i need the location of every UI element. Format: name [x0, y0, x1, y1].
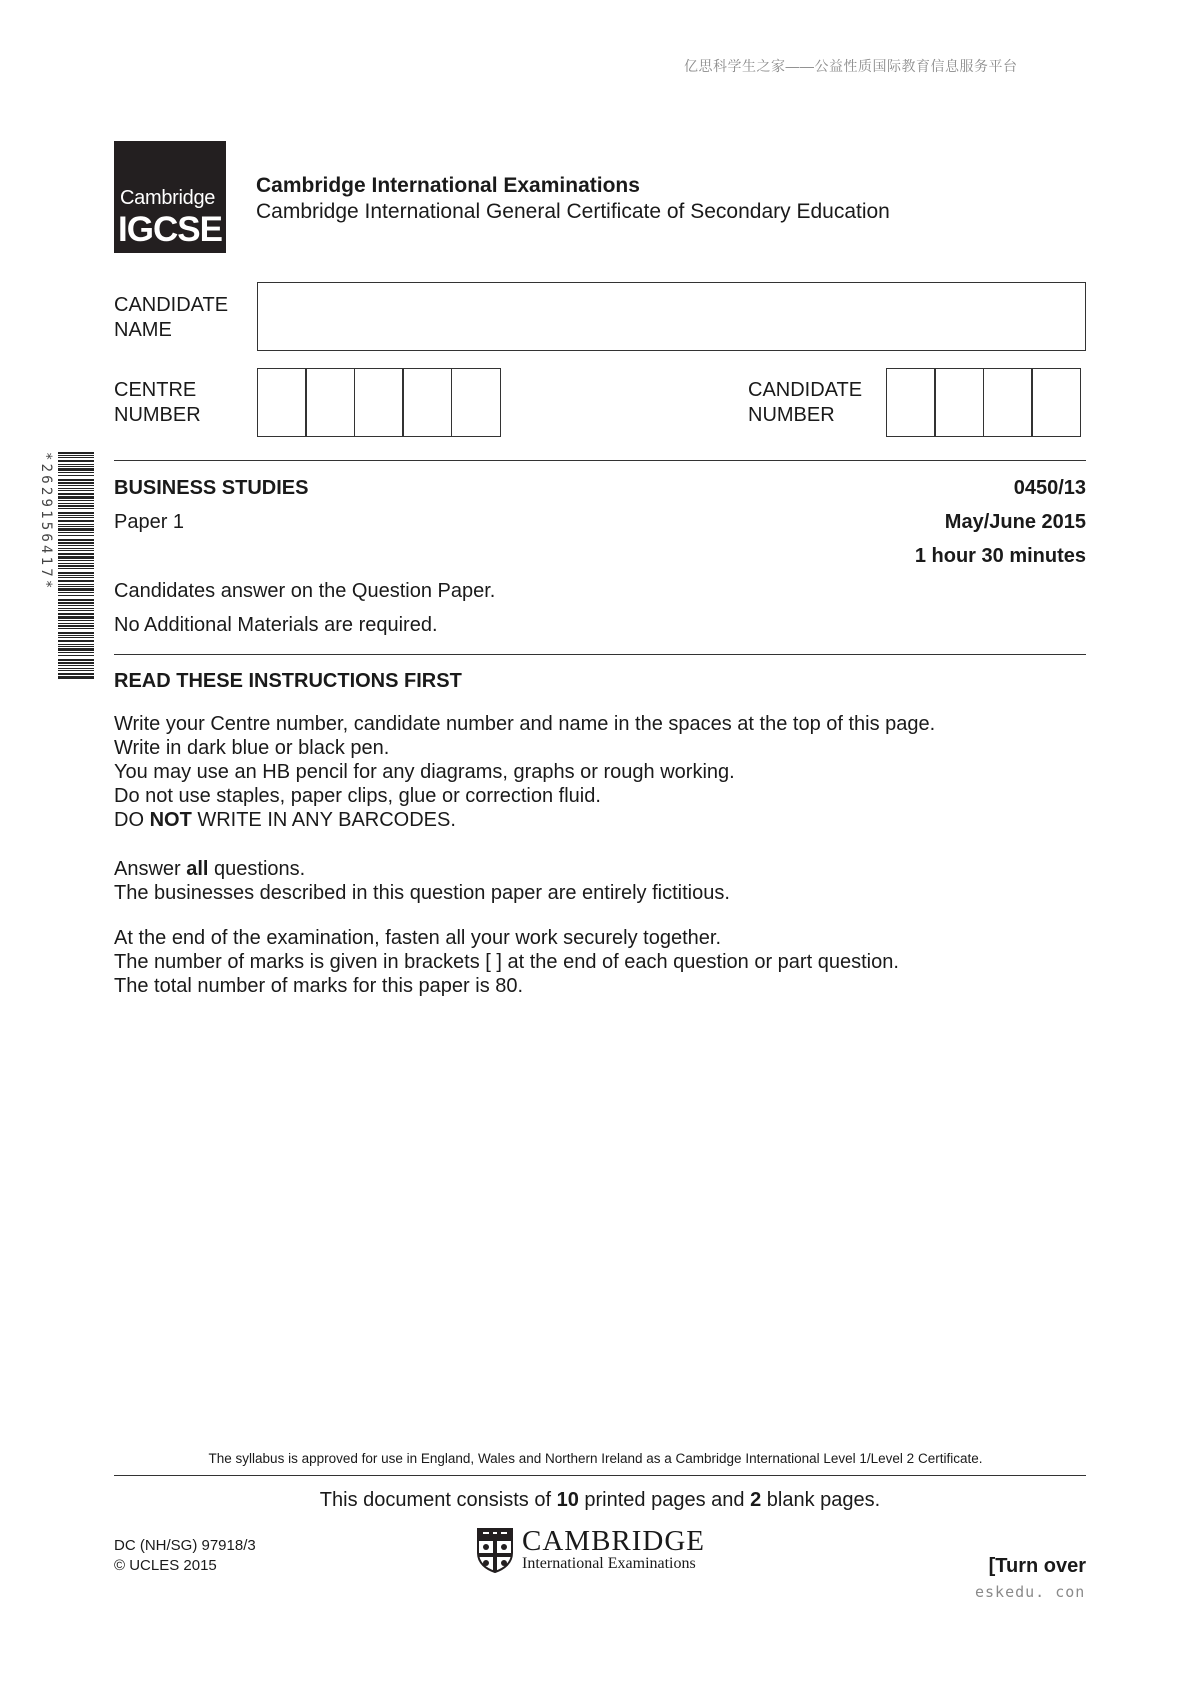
barcode-bar: [58, 632, 94, 634]
barcode-bar: [58, 479, 94, 481]
barcode-bar: [58, 652, 94, 653]
barcode-bar: [58, 482, 94, 484]
barcode-bar: [58, 493, 94, 495]
divider: [114, 460, 1086, 461]
barcode-bar: [58, 616, 94, 619]
barcode-bar: [58, 608, 94, 609]
barcode-bar: [58, 532, 94, 533]
materials-line: Candidates answer on the Question Paper.: [114, 580, 496, 602]
barcode-bar: [58, 515, 94, 516]
candidate-number-label: CANDIDATE NUMBER: [748, 379, 863, 426]
barcode-bar: [58, 670, 94, 671]
barcode-bar: [58, 464, 94, 465]
barcode-bar: [58, 528, 94, 531]
barcode-bar: [58, 605, 94, 606]
barcode-bar: [58, 625, 94, 627]
barcode-bar: [58, 580, 94, 582]
barcode-bar: [58, 662, 94, 664]
centre-digit-box[interactable]: [305, 368, 355, 437]
barcode-bar: [58, 640, 94, 642]
barcode-bar: [58, 496, 94, 499]
barcode-bar: [58, 560, 94, 561]
centre-digit-box[interactable]: [257, 368, 307, 437]
watermark-bottom: eskedu. con: [975, 1583, 1086, 1601]
centre-number-boxes[interactable]: [258, 368, 501, 437]
barcode-bar: [58, 548, 94, 549]
turn-over: [Turn over: [988, 1555, 1086, 1577]
logo-line2: IGCSE: [118, 210, 222, 249]
barcode-bar: [58, 472, 94, 473]
barcode-bar: [58, 655, 94, 656]
barcode-bar: [58, 584, 94, 585]
barcode-bar: [58, 517, 94, 518]
barcode-bar: [58, 485, 94, 486]
barcode-bar: [58, 592, 94, 593]
barcode-bar: [58, 620, 94, 621]
instruction-line: Write in dark blue or black pen.: [114, 737, 390, 759]
instruction-line: You may use an HB pencil for any diagrams, graphs or rough working.: [114, 761, 735, 783]
document-reference: DC (NH/SG) 97918/3 © UCLES 2015: [114, 1537, 256, 1574]
barcode-bar: [58, 648, 94, 651]
instruction-line: Do not use staples, paper clips, glue or correction fluid.: [114, 785, 601, 807]
candidate-name-label: CANDIDATE NAME: [114, 294, 229, 341]
instructions-heading: READ THESE INSTRUCTIONS FIRST: [114, 670, 462, 692]
instruction-line: The total number of marks for this paper is 80.: [114, 975, 524, 997]
instruction-line: The number of marks is given in brackets [ ] at the end of each question or part question.: [114, 951, 899, 973]
barcode-bar: [58, 676, 94, 679]
watermark-top: 亿思科学生之家——公益性质国际教育信息服务平台: [684, 58, 1018, 74]
barcode-bar: [58, 553, 94, 555]
barcode-bar: [58, 505, 94, 507]
barcode-bar: [58, 512, 94, 514]
centre-digit-box[interactable]: [451, 368, 501, 437]
barcode-bar: [58, 535, 94, 536]
barcode-bar: [58, 602, 94, 604]
barcode-bar: [58, 542, 94, 544]
barcode-bar: [58, 545, 94, 546]
instructions-block-3: [114, 926, 899, 998]
barcode-bar: [58, 468, 94, 471]
candidate-name-box[interactable]: [257, 282, 1086, 351]
instruction-line: The businesses described in this question paper are entirely fictitious.: [114, 882, 730, 904]
barcode-bar: [58, 644, 94, 645]
barcode-bar: [58, 452, 94, 454]
barcode-bar: [58, 673, 94, 675]
barcode-bar: [58, 588, 94, 591]
paper-code: 0450/13: [1013, 477, 1086, 499]
header-subtitle: Cambridge International General Certificate of Secondary Education: [256, 200, 890, 223]
candidate-digit-box[interactable]: [886, 368, 936, 437]
barcode-bar: [58, 635, 94, 636]
barcode-bar: [58, 503, 94, 504]
instruction-line: DO NOT WRITE IN ANY BARCODES.: [114, 809, 456, 831]
barcode-bar: [58, 466, 94, 467]
instruction-line: At the end of the examination, fasten all your work securely together.: [114, 927, 722, 949]
barcode-bar: [58, 500, 94, 501]
barcode-bar: [58, 455, 94, 456]
barcode-bar: [58, 550, 94, 551]
instructions-block-2: [114, 857, 730, 905]
cambridge-logo: [476, 1527, 716, 1575]
barcode-bar: [58, 668, 94, 669]
shield-icon: [476, 1527, 514, 1573]
candidate-digit-box[interactable]: [934, 368, 984, 437]
barcode-bar: [58, 520, 94, 522]
barcode-number: *2629156417*: [38, 452, 54, 592]
candidate-number-boxes[interactable]: [887, 368, 1081, 437]
barcode-bar: [58, 646, 94, 647]
header-title: Cambridge International Examinations: [256, 174, 640, 197]
barcode-bar: [58, 613, 94, 615]
barcode-bar: [58, 575, 94, 576]
exam-session: May/June 2015: [944, 511, 1086, 533]
barcode-bar: [58, 460, 94, 462]
centre-digit-box[interactable]: [354, 368, 404, 437]
candidate-digit-box[interactable]: [983, 368, 1033, 437]
instructions-block-1: [114, 712, 935, 832]
igcse-logo: [114, 141, 226, 253]
divider: [114, 1475, 1086, 1476]
barcode-bar: [58, 508, 94, 509]
syllabus-note: The syllabus is approved for use in England, Wales and Northern Ireland as a Cambridge International Level 1/Level 2 Certificate.: [208, 1451, 983, 1466]
barcode-bar: [58, 586, 94, 587]
barcode-bar: [58, 565, 94, 567]
exam-duration: 1 hour 30 minutes: [914, 545, 1086, 567]
barcode-bar: [58, 577, 94, 578]
barcode-bar: [58, 568, 94, 569]
barcode-bar: [58, 610, 94, 611]
barcode-bar: [58, 488, 94, 489]
centre-number-label: CENTRE NUMBER: [114, 379, 201, 426]
barcode: [38, 452, 94, 682]
barcode-bar: [58, 524, 94, 525]
barcode-bar: [58, 556, 94, 559]
materials-line: No Additional Materials are required.: [114, 614, 438, 636]
barcode-bar: [58, 637, 94, 638]
paper-number: Paper 1: [114, 511, 185, 533]
barcode-bar: [58, 659, 94, 661]
centre-digit-box[interactable]: [402, 368, 452, 437]
subject-title: BUSINESS STUDIES: [114, 477, 309, 499]
barcode-bar: [58, 475, 94, 476]
divider: [114, 654, 1086, 655]
barcode-bar: [58, 563, 94, 564]
candidate-digit-box[interactable]: [1031, 368, 1081, 437]
logo-line1: Cambridge: [120, 187, 216, 209]
instruction-line: Answer all questions.: [114, 858, 306, 880]
instruction-line: Write your Centre number, candidate number and name in the spaces at the top of this page.: [114, 713, 936, 735]
barcode-bar: [58, 628, 94, 629]
barcode-bar: [58, 599, 94, 601]
barcode-bar: [58, 539, 94, 541]
cambridge-wordmark: CAMBRIDGE: [522, 1525, 706, 1557]
barcode-bar: [58, 595, 94, 596]
page-count: This document consists of 10 printed pages and 2 blank pages.: [319, 1489, 881, 1511]
barcode-bar: [58, 526, 94, 527]
barcode-bar: [58, 623, 94, 624]
cambridge-subtitle: International Examinations: [522, 1555, 696, 1572]
barcode-bar: [58, 665, 94, 666]
barcode-bar: [58, 490, 94, 491]
barcode-bar: [58, 572, 94, 574]
barcode-bar: [58, 457, 94, 458]
